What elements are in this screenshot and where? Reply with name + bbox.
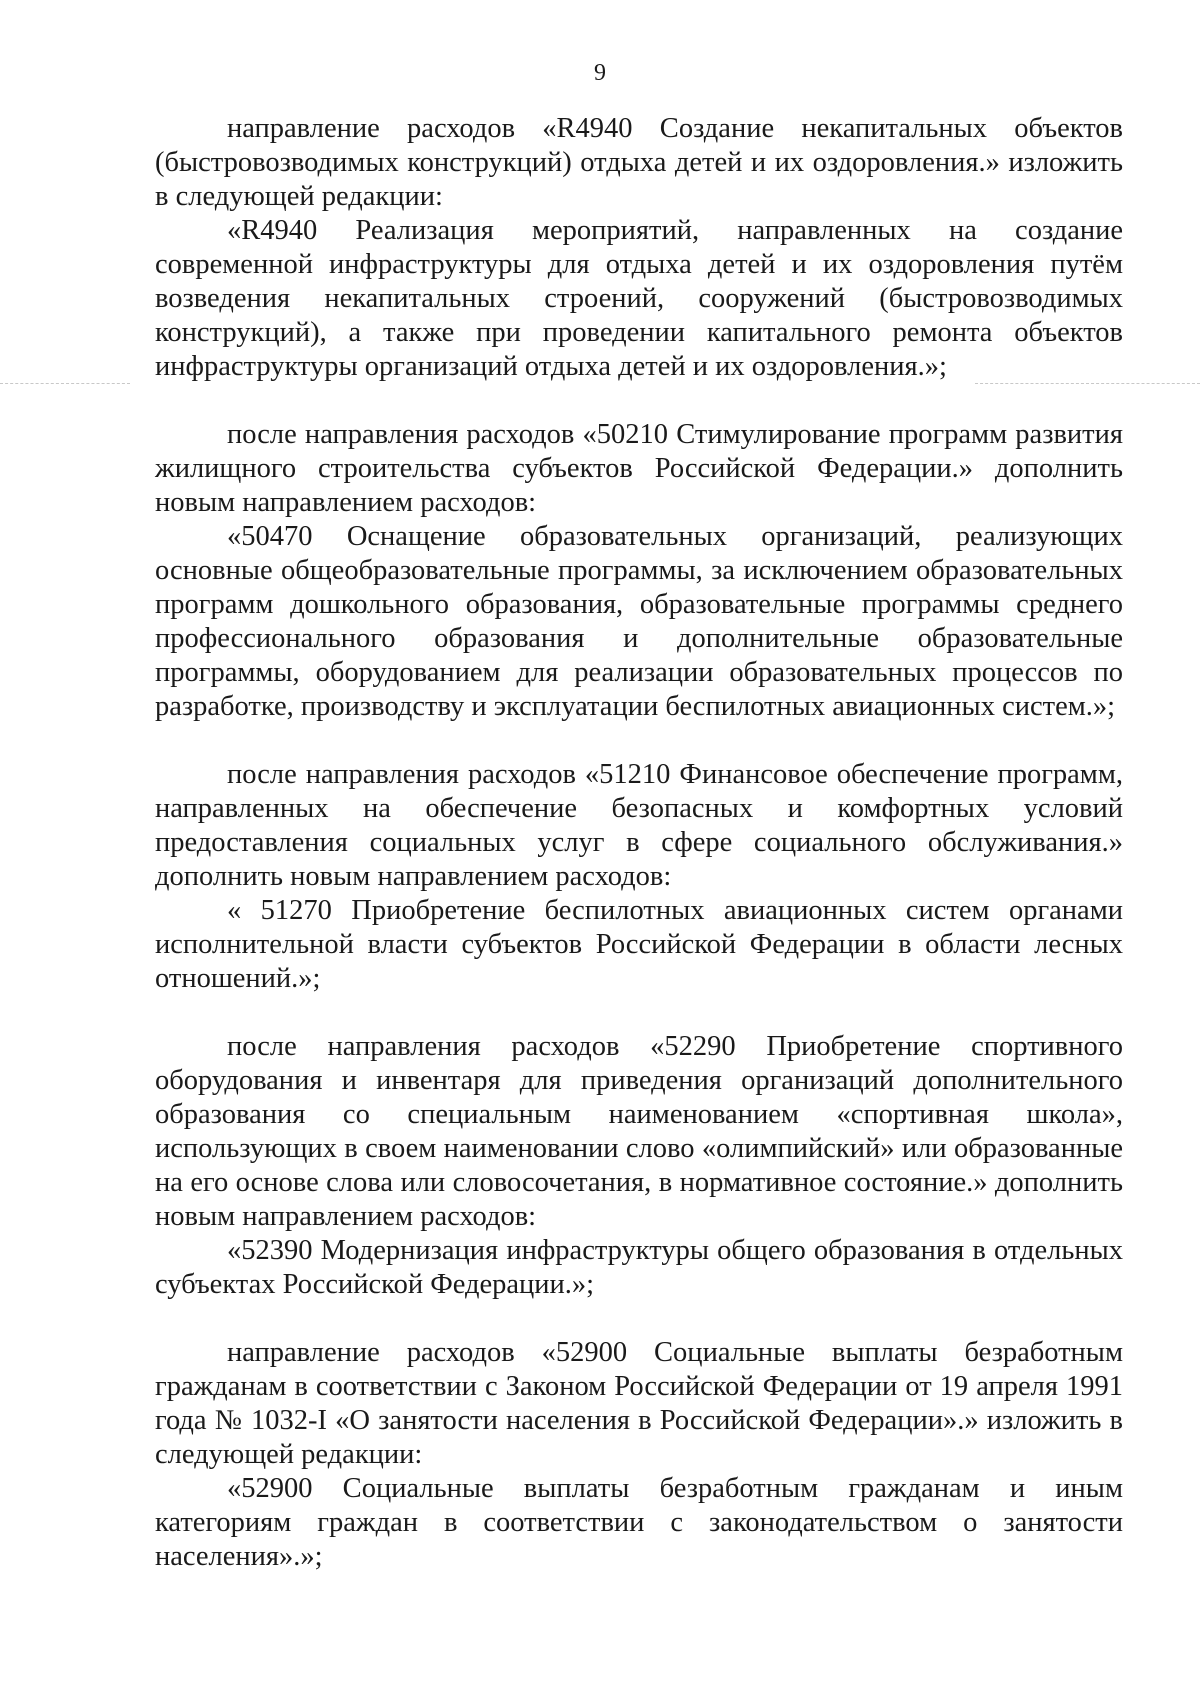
page-number: 9	[594, 60, 606, 86]
section-gap	[155, 996, 1123, 1030]
paragraph: после направления расходов «52290 Приобретение спортивного оборудования и инвентаря для приведения организаций дополнительного образования со специальным наименованием «спортивная школа», использующих в своем наименовании слово «олимпийский» или образованные на его основе слова или словосочетания, в нормативное состояние.» дополнить новым направлением расходов:	[155, 1031, 1123, 1232]
paragraph: после направления расходов «50210 Стимулирование программ развития жилищного строительства субъектов Российской Федерации.» дополнить новым направлением расходов:	[155, 419, 1123, 518]
paragraph: после направления расходов «51210 Финансовое обеспечение программ, направленных на обеспечение безопасных и комфортных условий предоставления социальных услуг в сфере социального обслуживания.» дополнить новым направлением расходов:	[155, 759, 1123, 892]
paragraph: направление расходов «R4940 Создание некапитальных объектов (быстровозводимых конструкций) отдыха детей и их оздоровления.» изложить в следующей редакции:	[155, 113, 1123, 212]
paragraph: «52900 Социальные выплаты безработным гражданам и иным категориям граждан в соответствии с законодательством о занятости населения».»;	[155, 1473, 1123, 1572]
section-gap	[155, 1302, 1123, 1336]
paragraph: « 51270 Приобретение беспилотных авиационных систем органами исполнительной власти субъектов Российской Федерации в области лесных отношений.»;	[155, 895, 1123, 994]
section-gap	[155, 724, 1123, 758]
section-gap	[155, 384, 1123, 418]
document-body	[155, 112, 1123, 1574]
paragraph: направление расходов «52900 Социальные выплаты безработным гражданам в соответствии с Законом Российской Федерации от 19 апреля 1991 года № 1032-I «О занятости населения в Российской Федерации».» изложить в следующей редакции:	[155, 1337, 1123, 1470]
paragraph: «R4940 Реализация мероприятий, направленных на создание современной инфраструктуры для отдыха детей и их оздоровления путём возведения некапитальных строений, сооружений (быстровозводимых конструкций), а также при проведении капитального ремонта объектов инфраструктуры организаций отдыха детей и их оздоровления.»;	[155, 215, 1123, 382]
paragraph: «52390 Модернизация инфраструктуры общего образования в отдельных субъектах Российской Федерации.»;	[155, 1235, 1123, 1300]
scan-artifact-left	[0, 383, 130, 385]
paragraph: «50470 Оснащение образовательных организаций, реализующих основные общеобразовательные программы, за исключением образовательных программ дошкольного образования, образовательные программы среднего профессионального образования и дополнительные образовательные программы, оборудованием для реализации образовательных процессов по разработке, производству и эксплуатации беспилотных авиационных систем.»;	[155, 521, 1123, 722]
